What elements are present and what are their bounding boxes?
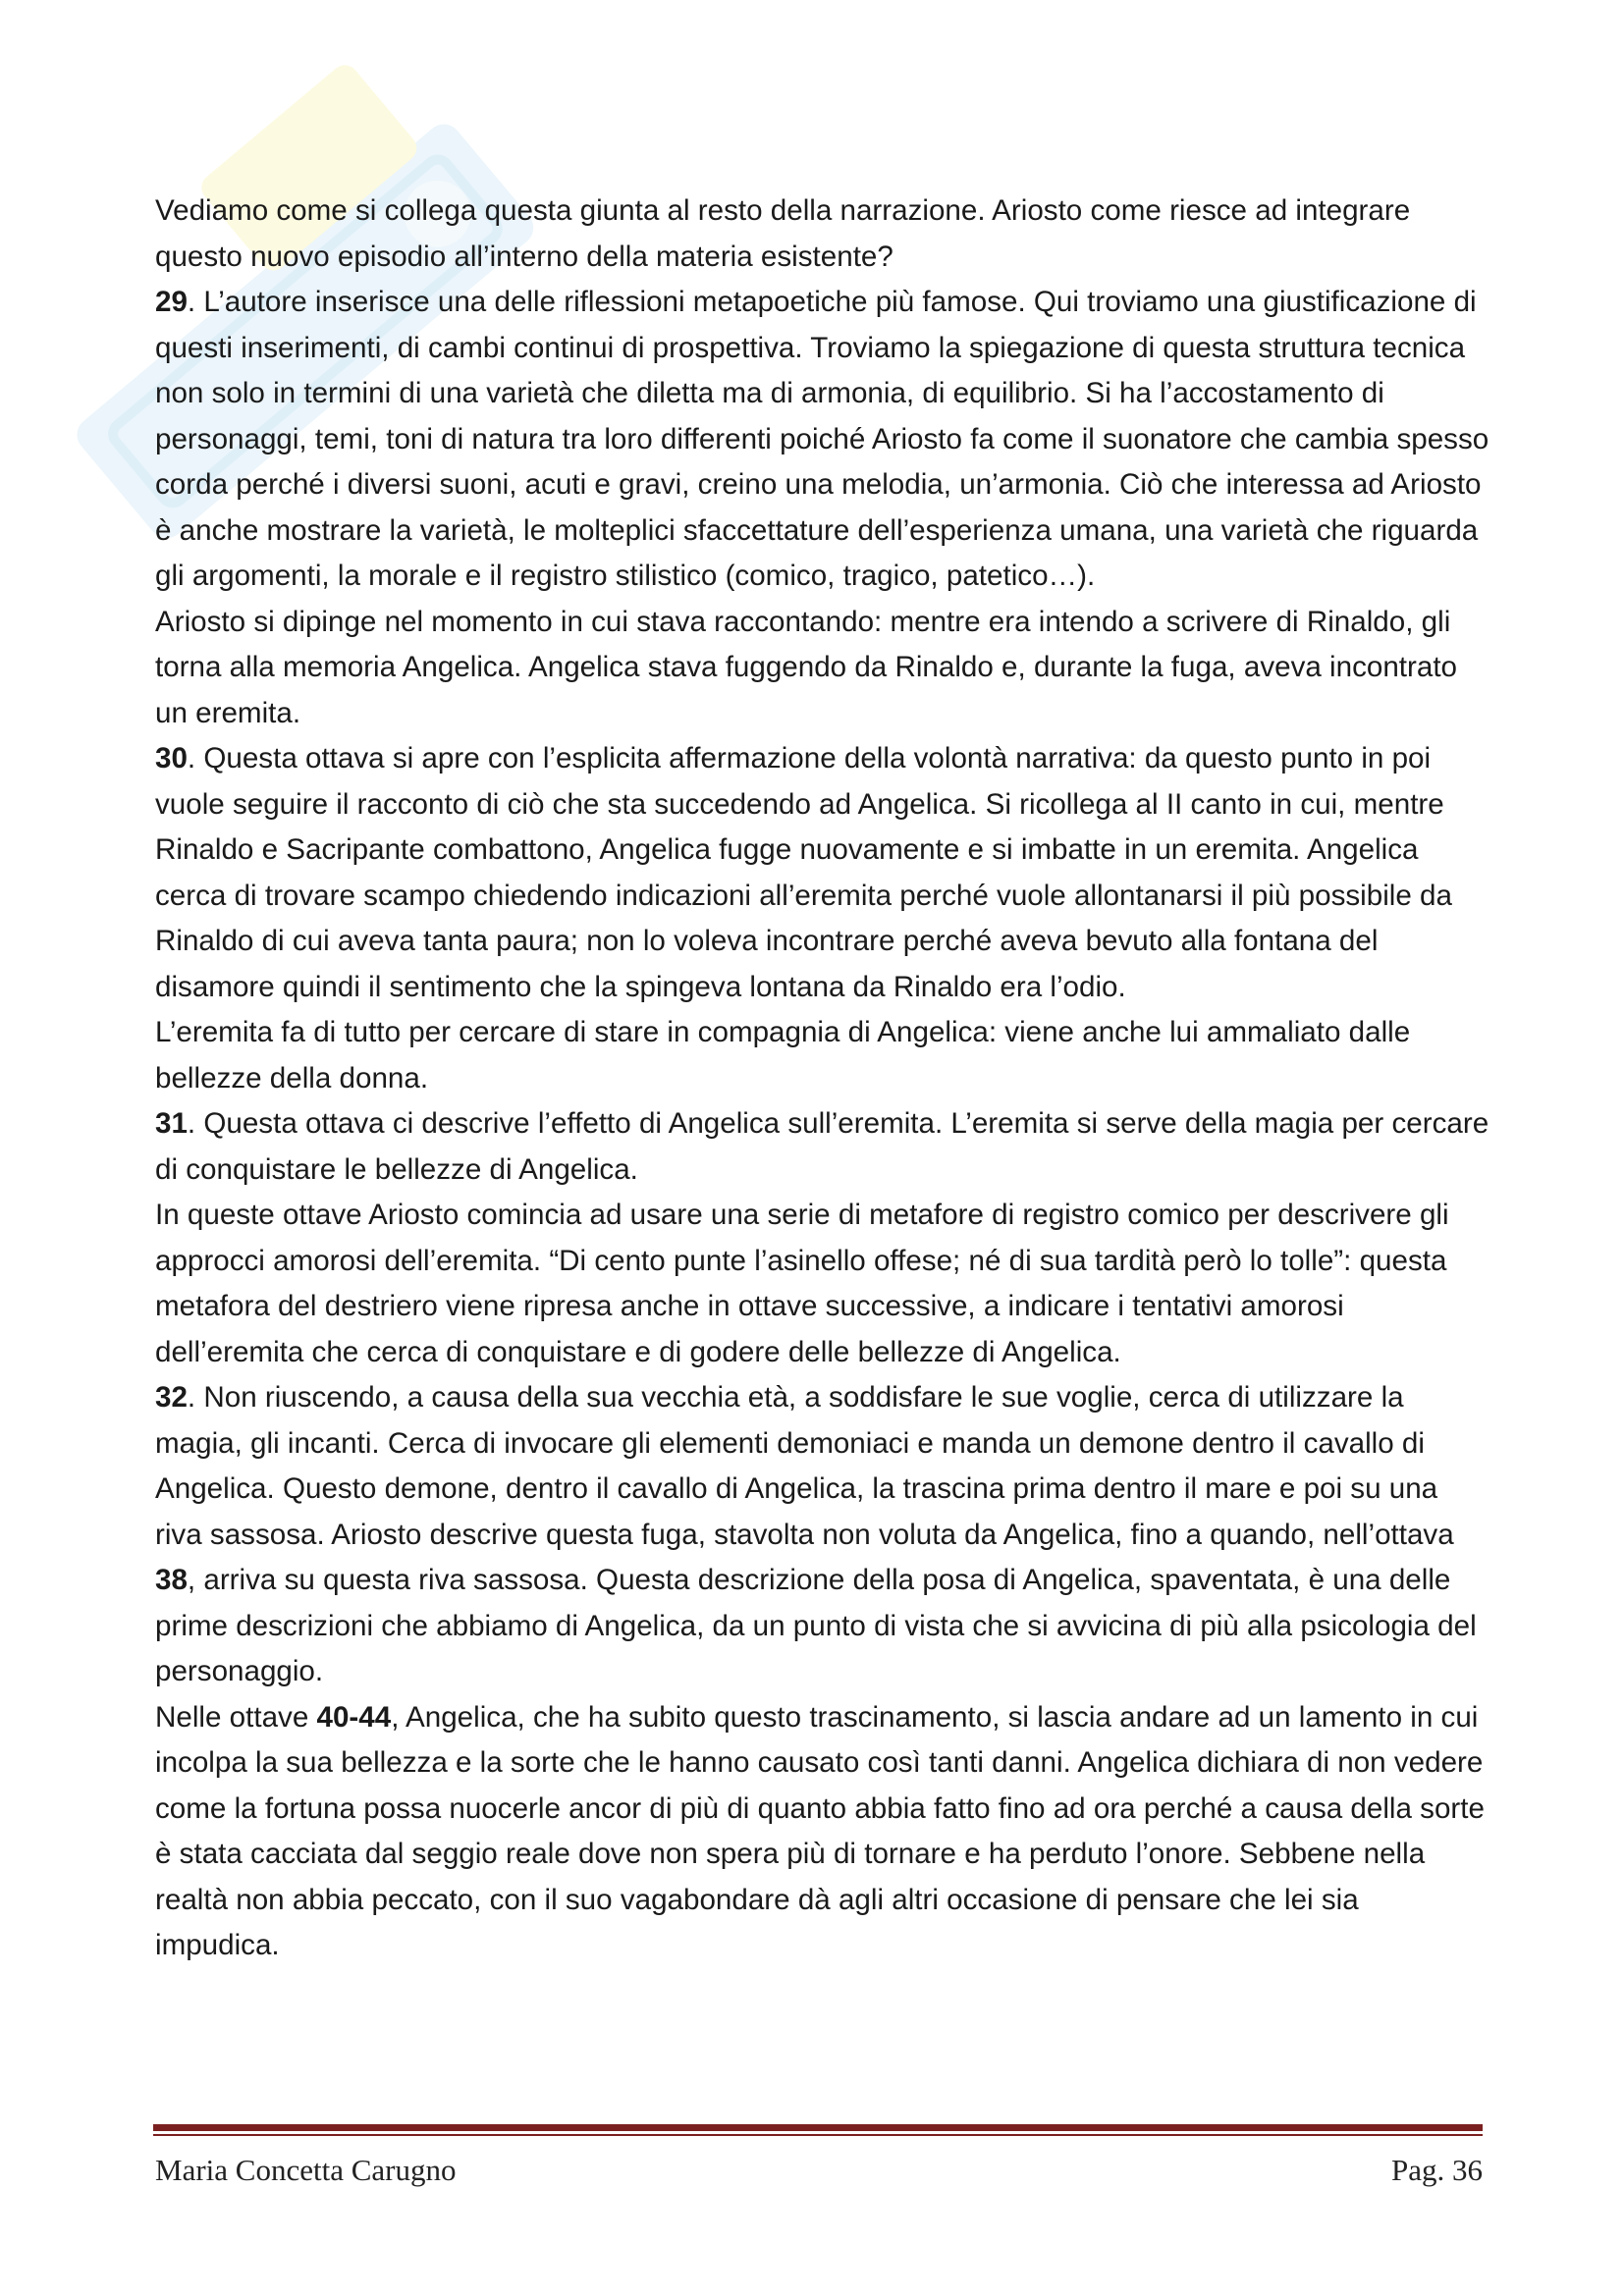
- paragraph: 30. Questa ottava si apre con l’esplicita affermazione della volontà narrativa: da questo punto in poi vuole seguire il racconto di ciò che sta succedendo ad Angelica. Si ricollega al II canto in cui, mentre Rinaldo e Sacripante combattono, Angelica fugge nuovamente e si imbatte in un eremita. Angelica cerca di trovare scampo chiedendo indicazioni all’eremita perché vuole allontanarsi il più possibile da Rinaldo di cui aveva tanta paura; non lo voleva incontrare perché aveva bevuto alla fontana del disamore quindi il sentimento che la spingeva lontana da Rinaldo era l’odio.: [155, 742, 1452, 1003]
- paragraph: Ariosto si dipinge nel momento in cui stava raccontando: mentre era intendo a scrivere di Rinaldo, gli torna alla memoria Angelica. Angelica stava fuggendo da Rinaldo e, durante la fuga, aveva incontrato un eremita.: [155, 605, 1458, 729]
- footer-author: Maria Concetta Carugno: [155, 2153, 457, 2187]
- ottava-number: 29: [155, 286, 188, 318]
- paragraph: 31. Questa ottava ci descrive l’effetto di Angelica sull’eremita. L’eremita si serve della magia per cercare di conquistare le bellezze di Angelica.: [155, 1107, 1489, 1186]
- ottava-number: 38: [155, 1564, 188, 1596]
- document-body: [155, 188, 1490, 1969]
- ottava-number: 32: [155, 1381, 188, 1414]
- paragraph: L’eremita fa di tutto per cercare di stare in compagnia di Angelica: viene anche lui ammaliato dalle bellezze della donna.: [155, 1016, 1411, 1095]
- paragraph: In queste ottave Ariosto comincia ad usare una serie di metafore di registro comico per descrivere gli approcci amorosi dell’eremita. “Di cento punte l’asinello offese; né di sua tardità però lo tolle”: questa metafora del destriero viene ripresa anche in ottave successive, a indicare i tentativi amorosi dell’eremita che cerca di conquistare e di godere delle bellezze di Angelica.: [155, 1199, 1449, 1368]
- paragraph: Vediamo come si collega questa giunta al resto della narrazione. Ariosto come riesce ad integrare questo nuovo episodio all’interno della materia esistente?: [155, 194, 1411, 273]
- ottava-number: 31: [155, 1107, 188, 1140]
- ottava-number: 40-44: [316, 1700, 392, 1734]
- ottava-number: 30: [155, 742, 188, 774]
- paragraph: 32. Non riuscendo, a causa della sua vecchia età, a soddisfare le sue voglie, cerca di utilizzare la magia, gli incanti. Cerca di invocare gli elementi demoniaci e manda un demone dentro il cavallo di Angelica. Questo demone, dentro il cavallo di Angelica, la trascina prima dentro il mare e poi su una riva sassosa. Ariosto descrive questa fuga, stavolta non voluta da Angelica, fino a quando, nell’ottava 38, arriva su questa riva sassosa. Questa descrizione della posa di Angelica, spaventata, è una delle prime descrizioni che abbiamo di Angelica, da un punto di vista che si avvicina di più alla psicologia del personaggio.: [155, 1381, 1477, 1687]
- page-number: Pag. 36: [1391, 2153, 1483, 2187]
- paragraph: Nelle ottave 40-44, Angelica, che ha subito questo trascinamento, si lascia andare ad un lamento in cui incolpa la sua bellezza e la sorte che le hanno causato così tanti danni. Angelica dichiara di non vedere come la fortuna possa nuocerle ancor di più di quanto abbia fatto fino ad ora perché a causa della sorte è stata cacciata dal seggio reale dove non spera più di tornare e ha perduto l’onore. Sebbene nella realtà non abbia peccato, con il suo vagabondare dà agli altri occasione di pensare che lei sia impudica.: [155, 1700, 1485, 1961]
- footer-divider: [153, 2124, 1483, 2136]
- paragraph: 29. L’autore inserisce una delle riflessioni metapoetiche più famose. Qui troviamo una giustificazione di questi inserimenti, di cambi continui di prospettiva. Troviamo la spiegazione di questa struttura tecnica non solo in termini di una varietà che diletta ma di armonia, di equilibrio. Si ha l’accostamento di personaggi, temi, toni di natura tra loro differenti poiché Ariosto fa come il suonatore che cambia spesso corda perché i diversi suoni, acuti e gravi, creino una melodia, un’armonia. Ciò che interessa ad Ariosto è anche mostrare la varietà, le molteplici sfaccettature dell’esperienza umana, una varietà che riguarda gli argomenti, la morale e il registro stilistico (comico, tragico, patetico…).: [155, 286, 1489, 592]
